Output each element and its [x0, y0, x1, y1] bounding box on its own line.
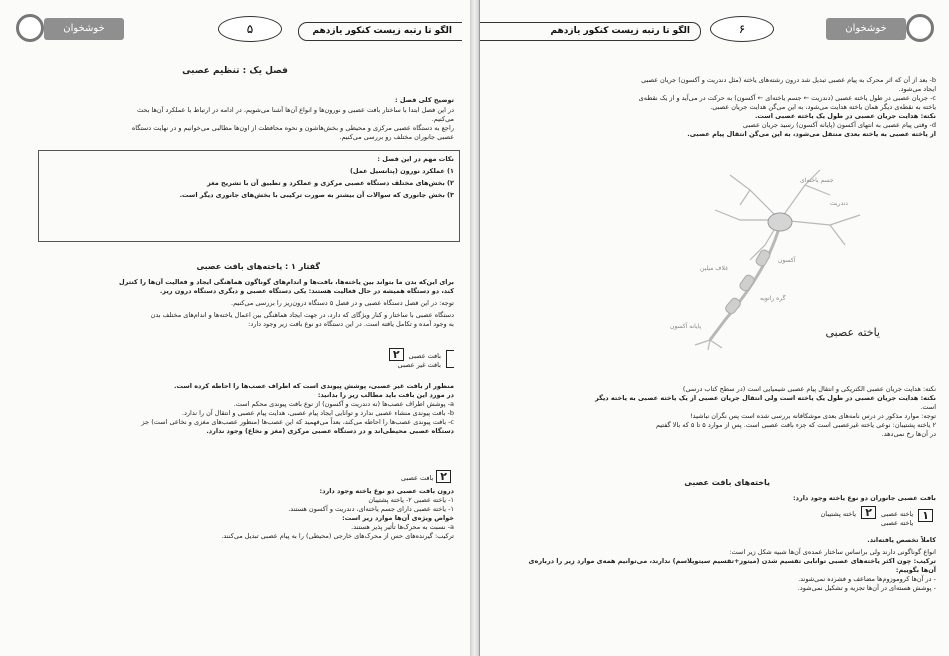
after-line: نکته: هدایت جریان عصبی الکتریکی و انتقال پیام عصبی شیمیایی است (در سطح کتاب درسی) — [682, 385, 936, 393]
general-heading: توضیح کلی فصل : — [395, 96, 454, 104]
logo-text: خوشخوان — [826, 18, 906, 40]
key-point: ۲) بخش‌های مختلف دستگاه عصبی مرکزی و عملکرد و تطبیق آن با تشریح مغز — [207, 179, 454, 187]
label-dendrite: دندریت — [830, 200, 848, 207]
right-logo — [822, 12, 942, 46]
top-line: نکته: هدایت جریان عصبی در طول یک یاخته عصبی است. — [754, 112, 936, 120]
general-line: عصبی جانوران مختلف رو بررسی می‌کنیم. — [339, 133, 454, 141]
bottom-line: ترکیب: گیرنده‌های حس از محرک‌های خارجی (محیطی) را به پیام عصبی تبدیل می‌کنند. — [221, 532, 454, 540]
book-spine — [470, 0, 479, 656]
label-myelin: غلاف میلین — [700, 265, 729, 272]
right-page — [479, 0, 949, 656]
after-line: ۲ یاخته پشتیبان: نوعی یاخته غیرعصبی است که جزء بافت عصبی است. پس از موارد ۵ تا ۵ که بالا گفتیم — [655, 421, 936, 429]
section-line: بافت عصبی جانوران دو نوع یاخته وجود دارد: — [793, 494, 936, 502]
after-line: است. — [920, 403, 936, 411]
page-number: ۵ — [218, 16, 282, 42]
left-logo — [8, 12, 128, 46]
bottom-line: خواص ویژه‌ی آن‌ها موارد زیر است: — [342, 514, 454, 522]
cell-item: یاخته عصبی — [880, 510, 914, 518]
conduction-notes — [496, 76, 936, 139]
tissue-item: بافت عصبی — [408, 352, 441, 360]
after-line: در آن‌ها رخ نمی‌دهد. — [881, 430, 936, 438]
neural-tissue — [14, 470, 454, 541]
middle-line: b- بافت پیوندی منشاء عصبی ندارد و توانایی ایجاد پیام عصبی، هدایت پیام عصبی و انتقال آن را ندارد. — [181, 409, 454, 417]
general-line: راجع به دستگاه عصبی مرکزی و محیطی و بخش‌هاشون و نحوه محافظت از اون‌ها مطالبی می‌خوانیم و در نهایت دستگاه — [131, 124, 454, 132]
body-line: به وجود آمده و تکامل یافته است. در این دستگاه دو نوع بافت زیر وجود دارد: — [248, 320, 454, 328]
tissue-list — [254, 348, 454, 370]
tissue-item: بافت غیر عصبی — [397, 361, 441, 369]
top-line: ایجاد می‌شود. — [898, 85, 936, 93]
neuron-diagram — [630, 150, 930, 350]
general-line: می‌کنیم. — [431, 115, 454, 123]
middle-line: a- پوشش اطراف عصب‌ها (نه دندریت و آکسون) از نوع بافت پیوندی محکم است. — [233, 400, 454, 408]
key-point: نکات مهم در این فصل : — [377, 155, 454, 163]
top-line: از یاخته عصبی به یاخته بعدی منتقل می‌شود، به این می‌گن انتقال پیام عصبی. — [687, 130, 936, 138]
middle-line: c- بافت پیوندی عصب‌ها را احاطه می‌کند، بعداً می‌فهمید که این عصب‌ها (منظور عصب‌های مغزی و نخاعی است) جز — [141, 418, 454, 426]
tail-line: انواع گوناگونی دارند ولی براساس ساختار عمده‌ی آن‌ها شبیه شکل زیر است: — [729, 548, 936, 556]
chapter-title: فصل یک : تنظیم عصبی — [182, 66, 288, 76]
top-line: یاخته به نقطه‌ی دیگر همان یاخته هدایت می‌شود، به این می‌گن هدایت جریان عصبی. — [710, 103, 936, 111]
header-title: الگو تا رتبه زیست کنکور یازدهم — [480, 22, 701, 41]
bottom-line: درون بافت عصبی دو نوع یاخته وجود دارد: — [319, 487, 454, 495]
left-header — [8, 12, 462, 48]
numeric-marker: ۲ — [389, 348, 404, 361]
middle-line: منظور از بافت غیر عصبی، پوشش پیوندی است که اطراف عصب‌ها را احاطه کرده است. — [173, 382, 454, 390]
header-title: الگو تا رتبه زیست کنکور یازدهم — [298, 22, 462, 41]
top-line: c- جریان عصبی در طول یاخته عصبی (دندریت ← جسم یاخته‌ای ← آکسون) به حرکت در می‌آید و از یک نقطه‌ی — [638, 94, 936, 102]
neuron-properties — [496, 536, 936, 593]
tail-line: - در آن‌ها کروموزوم‌ها مضاعف و فشرده نمی‌شوند. — [798, 575, 936, 583]
logo-emblem-icon — [16, 14, 44, 42]
body-line: برای این‌که بدن ما بتواند بین یاخته‌ها، بافت‌ها و اندام‌های گوناگون هماهنگی ایجاد و فعالیت آن‌ها را کنترل — [119, 278, 454, 286]
non-neural-tissue — [14, 382, 454, 436]
bottom-line: بافت عصبی — [401, 474, 434, 482]
right-header — [488, 12, 942, 48]
middle-line: دستگاه عصبی محیطی‌اند و در دستگاه عصبی مرکزی (مغز و نخاع) وجود ندارد. — [206, 427, 454, 435]
label-node: گره رانویه — [760, 295, 786, 302]
bottom-line: ۱- یاخته عصبی ۲- یاخته پشتیبان — [368, 496, 454, 504]
section-title: گفتار ۱ : یاخته‌های بافت عصبی — [196, 262, 320, 271]
section-title: یاخته‌های بافت عصبی — [684, 478, 770, 487]
after-diagram-notes — [496, 385, 936, 439]
top-line: d- وقتی پیام عصبی به انتهای آکسون (پایانه آکسون) رسید جریان عصبی — [742, 121, 936, 129]
tail-line: کاملاً تخصص یافته‌اند. — [867, 536, 936, 544]
bottom-line: a- نسبت به محرک‌ها تأثیر پذیر هستند. — [351, 523, 454, 531]
label-cell-body: جسم یاخته‌ای — [800, 177, 834, 184]
diagram-caption: یاخته عصبی — [825, 326, 880, 339]
key-point: ۱) عملکرد نورون (پتانسیل عمل) — [349, 167, 454, 175]
top-line: b- بعد از آن که اثر محرک به پیام عصبی تبدیل شد درون رشته‌های یاخته (مثل دندریت و آکسون) جریان عصبی — [641, 76, 936, 84]
support-item: یاخته پشتیبان — [820, 510, 857, 518]
general-line: در این فصل ابتدا با ساختار بافت عصبی و نورون‌ها و انواع آن‌ها آشنا می‌شویم، در ادامه در ارتباط با عملکرد آن‌ها بحث — [137, 106, 454, 114]
numeric-marker: ۱ — [918, 509, 933, 522]
cell-type-list — [636, 506, 936, 528]
middle-line: در مورد این بافت باید مطالب زیر را بدانید: — [317, 391, 454, 399]
key-points — [54, 155, 454, 200]
body-line: کند، دو دستگاه همیشه در حال فعالیت هستند: یکی دستگاه عصبی و دیگری دستگاه درون ریز. — [159, 287, 454, 295]
tail-line: - پوشش هسته‌ای در آن‌ها تجزیه و تشکیل نمی‌شود. — [797, 584, 936, 592]
numeric-marker: ۲ — [861, 506, 876, 519]
after-line: نکته: هدایت جریان عصبی در طول یک یاخته است ولی انتقال جریان عصبی از یک یاخته عصبی به یاخته دیگر — [595, 394, 936, 402]
page-number: ۶ — [710, 16, 774, 42]
numeric-marker: ۲ — [436, 470, 451, 483]
label-axon-terminal: پایانه آکسون — [670, 323, 702, 330]
tail-line: ترکیب: چون اکثر یاخته‌های عصبی توانایی تقسیم شدن (میتوز+تقسیم سیتوپلاسم) ندارند، می‌توانیم همه‌ی موارد زیر را درباره‌ی — [528, 557, 936, 565]
general-description — [14, 106, 454, 142]
label-axon: آکسون — [778, 257, 796, 264]
key-point: ۳) بخش جانوری که سوالات آن بیشتر به صورت ترکیبی با بخش‌های جانوری دیگر است. — [179, 191, 454, 199]
left-page — [0, 0, 471, 656]
logo-emblem-icon — [906, 14, 934, 42]
section-body — [14, 278, 454, 329]
body-line: توجه: در این فصل دستگاه عصبی و در فصل ۵ دستگاه درون‌ریز را بررسی می‌کنیم. — [231, 299, 454, 307]
after-line: توجه: موارد مذکور در درس نامه‌های بعدی موشکافانه بررسی شده است پس نگران نباشید! — [690, 412, 936, 420]
body-line: دستگاه عصبی با ساختار و کنار ویژگای که دارد، در جهت ایجاد هماهنگی بین اعمال یاخته‌ها و اندام‌های مختلف بدن — [150, 311, 454, 319]
logo-text: خوشخوان — [44, 18, 124, 40]
brace-icon — [446, 350, 454, 368]
cell-item: یاخته عصبی — [880, 519, 914, 527]
bottom-line: ۱- یاخته عصبی دارای جسم یاخته‌ای، دندریت و آکسون هستند. — [288, 505, 454, 513]
tail-line: آن‌ها بگوییم: — [895, 566, 936, 574]
